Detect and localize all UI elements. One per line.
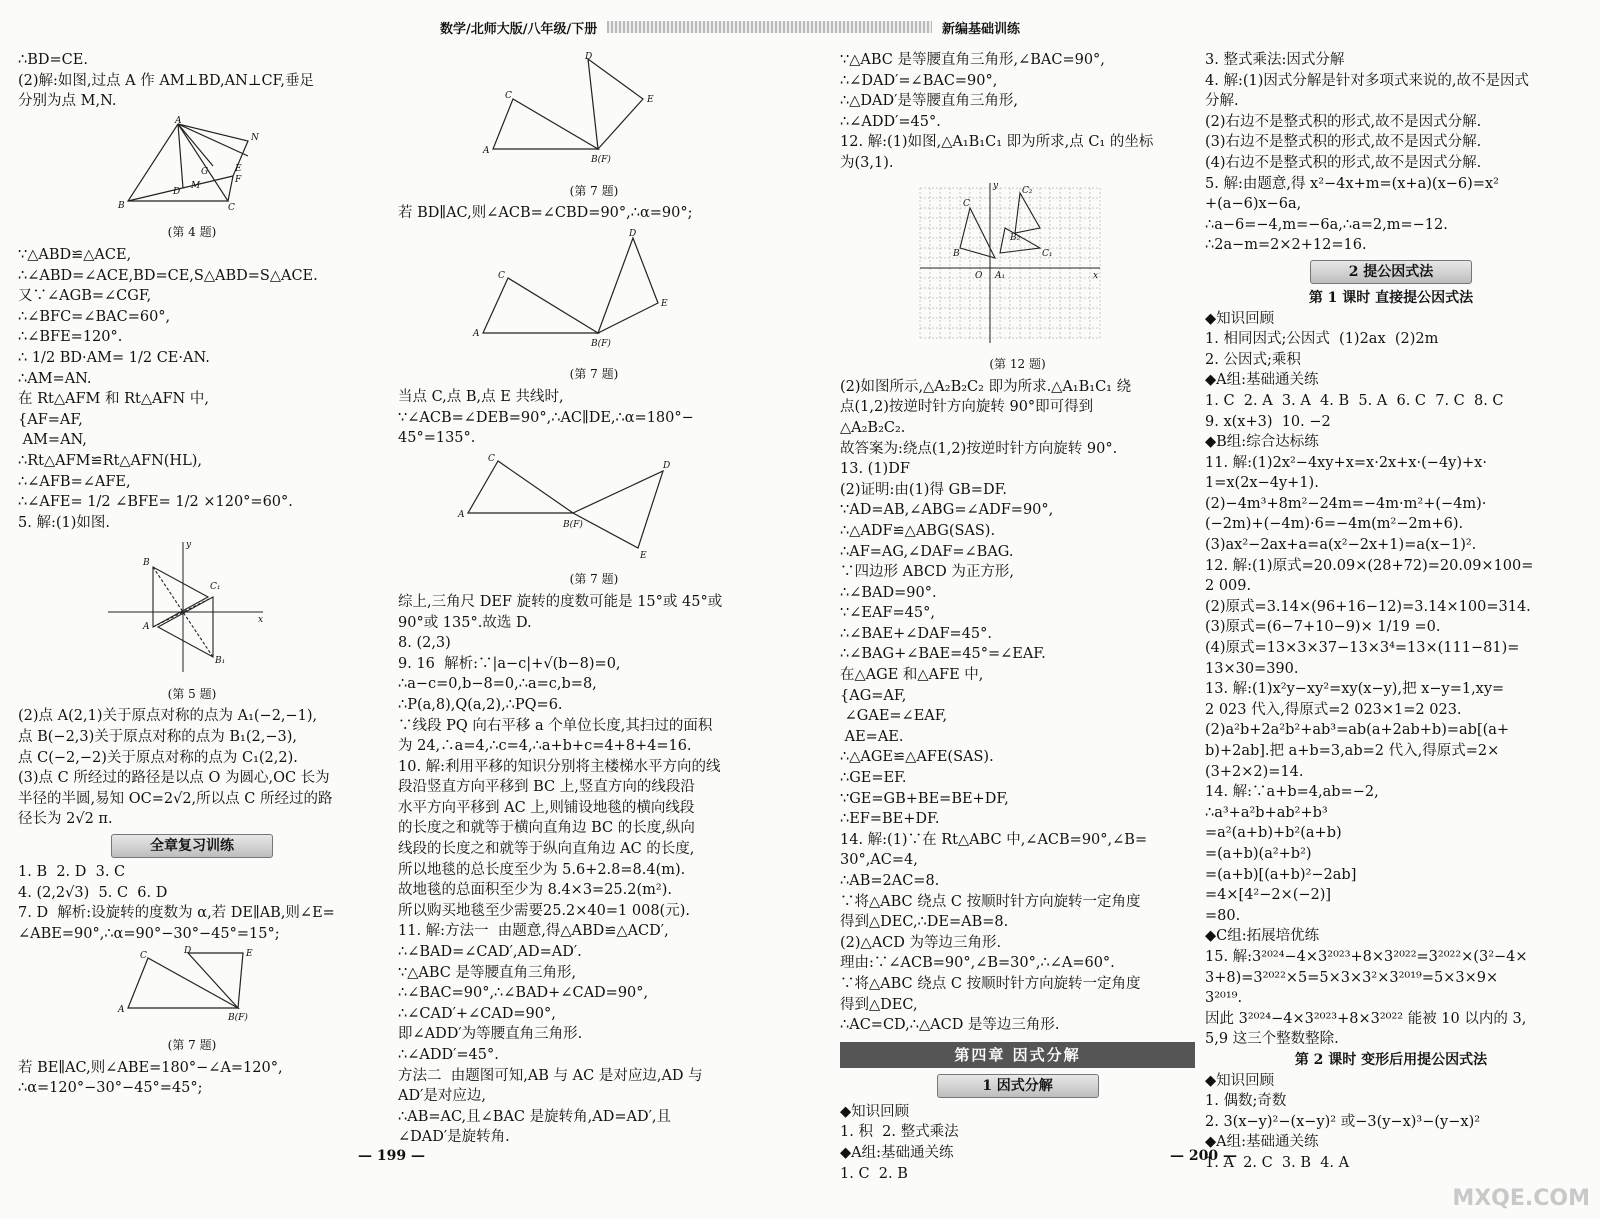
text-line: =(a+b)[(a+b)²−2ab] — [1205, 866, 1357, 883]
text-line: 2 023 代入,得原式=2 023×1=2 023. — [1205, 701, 1462, 718]
svg-text:D: D — [663, 460, 671, 471]
text-line: ∵△ABD≌△ACE, — [18, 246, 132, 263]
text-line: 45°=135°. — [398, 430, 476, 447]
text-line: ∵△ABC 是等腰直角三角形, — [398, 964, 577, 981]
text-line: △A₂B₂C₂. — [840, 419, 906, 436]
column-3 — [840, 50, 1195, 1182]
text-line: 9. 16 解析:∵|a−c|+√(b−8)=0, — [398, 655, 621, 672]
text-line: 在 Rt△AFM 和 Rt△AFN 中, — [18, 391, 209, 408]
text-line: ∵AD=AB,∠ABG=∠ADF=90°, — [840, 502, 1054, 519]
svg-text:A: A — [175, 115, 182, 126]
text-line: ∴∠BFC=∠BAC=60°, — [18, 308, 171, 325]
text-line: (2)△ACD 为等边三角形. — [840, 934, 1002, 951]
text-line: 得到△DEC,∴DE=AB=8. — [840, 914, 1009, 931]
text-line: 5. 解:由题意,得 x²−4x+m=(x+a)(x−6)=x² — [1205, 175, 1499, 192]
text-line: (3)点 C 所经过的路径是以点 O 为圆心,OC 长为 — [18, 770, 330, 787]
text-line: ∴AC=CD,∴△ACD 是等边三角形. — [840, 1017, 1060, 1034]
text-line: 2 009. — [1205, 578, 1252, 595]
text-line: 若 BD∥AC,则∠ACB=∠CBD=90°,∴α=90°; — [398, 205, 693, 222]
text-line: ∴2a−m=2×2+12=16. — [1205, 237, 1367, 254]
text-line: ∴∠BAG+∠BAE=45°=∠EAF. — [840, 646, 1046, 663]
svg-text:y: y — [186, 540, 192, 551]
text-line: (3)右边不是整式积的形式,故不是因式分解. — [1205, 134, 1482, 151]
text-line: (3+2×2)=14. — [1205, 763, 1304, 780]
svg-text:D: D — [184, 946, 192, 957]
text-line: (2)右边不是整式积的形式,故不是因式分解. — [1205, 113, 1482, 130]
text-line: 为 24,∴a=4,∴c=4,∴a+b+c=4+8+4=16. — [398, 738, 692, 755]
text-line: 11. 解:(1)2x²−4xy+x=x·2x+x·(−4y)+x· — [1205, 454, 1487, 471]
text-line: ◆知识回顾 — [1205, 310, 1275, 327]
text-line: 8. (2,3) — [398, 635, 451, 652]
svg-text:C: C — [140, 951, 147, 962]
text-line: AD′是对应边, — [398, 1088, 486, 1105]
set-square-figure-2 — [483, 54, 673, 174]
lesson-2-heading: 第 2 课时 变形后用提公因式法 — [1294, 1051, 1488, 1068]
text-line: ∵∠ACB=∠DEB=90°,∴AC∥DE,∴α=180°− — [398, 409, 694, 426]
text-line: 理由:∵∠ACB=90°,∠B=30°,∴∠A=60°. — [840, 955, 1115, 972]
text-line: (4)原式=13×3×37−13×3⁴=13×(111−81)= — [1205, 640, 1520, 657]
text-line: {AF=AF, — [18, 411, 83, 428]
text-line: ∴ 1/2 BD·AM= 1/2 CE·AN. — [18, 349, 210, 366]
figure-7a — [18, 948, 366, 1055]
text-line: ∴AM=AN. — [18, 370, 92, 387]
text-line: ∴∠BAD=∠CAD′,AD=AD′. — [398, 944, 582, 961]
text-line: ◆A组:基础通关练 — [1205, 372, 1319, 389]
text-line: 点 C(−2,−2)关于原点对称的点为 C₁(2,2). — [18, 749, 298, 766]
text-line: 1=x(2x−4y+1). — [1205, 475, 1319, 492]
text-line: 15. 解:3²⁰²⁴−4×3²⁰²³+8×3²⁰²²=3²⁰²²×(3²−4× — [1205, 948, 1528, 965]
svg-text:C: C — [498, 270, 505, 281]
text-line: (3)原式=(6−7+10−9)× 1/19 =0. — [1205, 619, 1441, 636]
text-line: ◆A组:基础通关练 — [840, 1144, 954, 1161]
text-line: 径长为 2√2 π. — [18, 811, 113, 828]
text-line: (2)−4m³+8m²−24m=−4m·m²+(−4m)· — [1205, 495, 1487, 512]
svg-text:C: C — [488, 453, 495, 464]
text-line: ◆知识回顾 — [840, 1103, 910, 1120]
figure-7c-caption: (第 7 题) — [569, 367, 619, 382]
header-decoration — [607, 21, 932, 33]
text-line: AM=AN, — [18, 432, 87, 449]
column-4 — [1205, 50, 1577, 1171]
text-line: (2)如图所示,△A₂B₂C₂ 即为所求.△A₁B₁C₁ 绕 — [840, 378, 1132, 395]
text-line: ∴∠ADD′=45°. — [840, 113, 941, 130]
text-line: (2)证明:由(1)得 GB=DF. — [840, 481, 1007, 498]
chapter-heading: 第四章 因式分解 — [840, 1042, 1195, 1068]
text-line: 在△AGE 和△AFE 中, — [840, 667, 984, 684]
svg-text:A: A — [458, 509, 465, 520]
text-line: 12. 解:(1)如图,△A₁B₁C₁ 即为所求,点 C₁ 的坐标 — [840, 134, 1154, 151]
figure-7d-caption: (第 7 题) — [569, 572, 619, 587]
text-line: ∠GAE=∠EAF, — [840, 708, 948, 725]
text-line: ∵将△ABC 绕点 C 按顺时针方向旋转一定角度 — [840, 893, 1141, 910]
text-line: ∵GE=GB+BE=BE+DF, — [840, 790, 1009, 807]
text-line: 3²⁰¹⁹. — [1205, 990, 1243, 1007]
text-line: ∴AB=2AC=8. — [840, 873, 940, 889]
triangle-figure — [113, 116, 263, 216]
text-line: (2)a²b+2a²b²+ab³=ab(a+2ab+b)=ab[(a+ — [1205, 722, 1510, 739]
svg-text:C₂: C₂ — [1022, 185, 1033, 196]
svg-text:D: D — [629, 228, 637, 239]
text-line: (2)解:如图,过点 A 作 AM⊥BD,AN⊥CF,垂足 — [18, 72, 314, 89]
svg-text:B₁: B₁ — [215, 656, 226, 667]
figure-7b — [398, 54, 790, 201]
text-line: ∴△AGE≌△AFE(SAS). — [840, 749, 994, 766]
text-line: 14. 解:∵a+b=4,ab=−2, — [1205, 784, 1379, 801]
text-line: 2. 3(x−y)²−(x−y)² 或−3(y−x)³−(y−x)² — [1205, 1113, 1481, 1130]
svg-text:C: C — [963, 198, 970, 209]
text-line: (4)右边不是整式积的形式,故不是因式分解. — [1205, 154, 1482, 171]
text-line: 的长度之和就等于横向直角边 BC 的长度,纵向 — [398, 820, 695, 837]
svg-text:B: B — [118, 200, 125, 211]
text-line: 所以购买地毯至少需要25.2×40=1 008(元). — [398, 902, 690, 919]
text-line: 点 B(−2,3)关于原点对称的点为 B₁(2,−3), — [18, 729, 297, 746]
svg-text:B: B — [953, 248, 960, 259]
section-heading-2: 2 提公因式法 — [1310, 260, 1472, 284]
set-square-figure-1 — [118, 948, 278, 1028]
text-line: 13. (1)DF — [840, 461, 910, 478]
section-heading-1: 1 因式分解 — [937, 1074, 1099, 1098]
text-line: =(a+b)(a²+b²) — [1205, 845, 1312, 862]
text-line: 故答案为:绕点(1,2)按逆时针方向旋转 90°. — [840, 440, 1118, 457]
lesson-1-heading: 第 1 课时 直接提公因式法 — [1308, 289, 1474, 306]
text-line: 所以地毯的总长度至少为 5.6+2.8=8.4(m). — [398, 861, 686, 878]
text-line: 为(3,1). — [840, 154, 894, 171]
text-line: ∴△DAD′是等腰直角三角形, — [840, 93, 1018, 110]
text-line: 13. 解:(1)x²y−xy²=xy(x−y),把 x−y=1,xy= — [1205, 681, 1505, 698]
text-line: ∴∠BFE=120°. — [18, 329, 123, 346]
text-line: ∵线段 PQ 向右平移 a 个单位长度,其扫过的面积 — [398, 717, 713, 734]
text-line: 半径的半圆,易知 OC=2√2,所以点 C 所经过的路 — [18, 790, 333, 807]
text-line: ∴AF=AG,∠DAF=∠BAG. — [840, 543, 1014, 560]
text-line: (2)原式=3.14×(96+16−12)=3.14×100=314. — [1205, 598, 1531, 615]
text-line: 即∠ADD′为等腰直角三角形. — [398, 1026, 583, 1043]
text-line: 得到△DEC, — [840, 996, 918, 1013]
text-line: ∴∠ABD=∠ACE,BD=CE,S△ABD=S△ACE. — [18, 267, 318, 284]
page-header — [440, 16, 1020, 38]
text-line: =a²(a+b)+b²(a+b) — [1205, 825, 1342, 842]
figure-7a-caption: (第 7 题) — [167, 1038, 217, 1052]
text-line: ∴△ADF≌△ABG(SAS). — [840, 522, 996, 539]
text-line: (3)ax²−2ax+a=a(x²−2x+1)=a(x−1)². — [1205, 537, 1477, 554]
text-line: 线段的长度之和就等于纵向直角边 AC 的长度, — [398, 841, 695, 858]
svg-text:N: N — [251, 132, 259, 143]
text-line: 11. 解:方法一 由题意,得△ABD≌△ACD′, — [398, 923, 669, 940]
svg-text:E: E — [647, 95, 654, 105]
text-line: ∴∠AFE= 1/2 ∠BFE= 1/2 ×120°=60°. — [18, 494, 293, 511]
text-line: ∠DAD′是旋转角. — [398, 1129, 510, 1146]
text-line: ∴AB=AC,且∠BAC 是旋转角,AD=AD′,且 — [398, 1108, 671, 1125]
text-line: (−2m)+(−4m)·6=−4m(m²−2m+6). — [1205, 516, 1464, 533]
text-line: ∴Rt△AFM≌Rt△AFN(HL), — [18, 452, 202, 469]
text-line: +(a−6)x−6a, — [1205, 196, 1302, 213]
text-line: ◆A组:基础通关练 — [1205, 1134, 1319, 1151]
text-line: 3+8)=3²⁰²²×5=5×3×3²×3²⁰¹⁹=5×3×9× — [1205, 969, 1499, 986]
text-line: 4. (2,2√3) 5. C 6. D — [18, 884, 168, 901]
svg-text:C: C — [505, 91, 512, 101]
text-line: =80. — [1205, 907, 1241, 924]
svg-text:C₁: C₁ — [210, 582, 221, 593]
text-line: ∵△ABC 是等腰直角三角形,∠BAC=90°, — [840, 52, 1105, 68]
svg-text:B(F): B(F) — [563, 519, 583, 530]
text-line: 12. 解:(1)原式=20.09×(28+72)=20.09×100= — [1205, 557, 1534, 574]
svg-text:A: A — [143, 622, 150, 633]
figure-4-caption: (第 4 题) — [167, 225, 217, 240]
text-line: 水平方向平移到 AC 上,则铺设地毯的横向线段 — [398, 799, 695, 816]
text-line: 30°,AC=4, — [840, 852, 918, 869]
text-line: 1. 相同因式;公因式 (1)2ax (2)2m — [1205, 331, 1439, 348]
set-square-figure-3 — [473, 228, 673, 358]
figure-12-caption: (第 12 题) — [989, 357, 1046, 372]
figure-7d — [398, 453, 790, 590]
text-line: ∵∠EAF=45°, — [840, 605, 935, 622]
section-heading: 全章复习训练 — [111, 834, 273, 858]
text-line: 3. 整式乘法:因式分解 — [1205, 52, 1345, 68]
page-number-199: — 199 — — [358, 1148, 425, 1164]
svg-text:O: O — [975, 270, 983, 281]
text-line: ∵将△ABC 绕点 C 按顺时针方向旋转一定角度 — [840, 975, 1141, 992]
text-line: 1. C 2. B — [840, 1165, 908, 1182]
text-line: 当点 C,点 B,点 E 共线时, — [398, 388, 564, 405]
figure-5-caption: (第 5 题) — [167, 686, 217, 701]
header-right: 新编基础训练 — [941, 21, 1020, 37]
svg-text:E: E — [640, 550, 647, 561]
text-line: ◆知识回顾 — [1205, 1072, 1275, 1089]
svg-text:A: A — [473, 328, 480, 339]
text-line: 10. 解:利用平移的知识分别将主楼梯水平方向的线 — [398, 758, 721, 775]
text-line: ∵四边形 ABCD 为正方形, — [840, 564, 1014, 581]
text-line: ∴a³+a²b+ab²+b³ — [1205, 804, 1328, 821]
text-line: ∴∠ADD′=45°. — [398, 1047, 499, 1063]
svg-text:E: E — [246, 949, 253, 960]
text-line: ∴∠BAE+∠DAF=45°. — [840, 625, 993, 642]
text-line: 90°或 135°.故选 D. — [398, 614, 532, 631]
text-line: 又∵∠AGB=∠CGF, — [18, 288, 152, 305]
text-line: 因此 3²⁰²⁴−4×3²⁰²³+8×3²⁰²² 能被 10 以内的 3, — [1205, 1010, 1527, 1027]
text-line: 点(1,2)按逆时针方向旋转 90°即可得到 — [840, 399, 1094, 416]
text-line: AE=AE. — [840, 728, 904, 745]
svg-text:F: F — [235, 174, 242, 185]
text-line: 5. 解:(1)如图. — [18, 514, 110, 531]
text-line: 1. 偶数;奇数 — [1205, 1093, 1287, 1110]
figure-4 — [18, 116, 366, 243]
text-line: ∴∠BAD=90°. — [840, 584, 937, 601]
text-line: ∴a−c=0,b−8=0,∴a=c,b=8, — [398, 676, 597, 693]
text-line: ∴α=120°−30°−45°=45°; — [18, 1080, 203, 1097]
text-line: ∴EF=BE+DF. — [840, 811, 940, 828]
figure-7b-caption: (第 7 题) — [569, 183, 619, 198]
column-1 — [18, 50, 366, 1144]
header-left: 数学/北师大版/八年级/下册 — [440, 21, 598, 37]
grid-figure — [915, 178, 1105, 348]
svg-text:C: C — [228, 202, 235, 213]
svg-text:x: x — [1093, 270, 1099, 281]
figure-5 — [18, 537, 366, 704]
svg-text:D: D — [173, 186, 181, 197]
text-line: 段沿竖直方向平移到 BC 上,竖直方向的线段沿 — [398, 779, 695, 796]
text-line: 分解. — [1205, 93, 1239, 110]
text-line: 5,9 这三个整数整除. — [1205, 1031, 1339, 1048]
text-line: 方法二 由题图可知,AB 与 AC 是对应边,AD 与 — [398, 1067, 703, 1084]
text-line: ∴GE=EF. — [840, 770, 907, 787]
text-line: 1. C 2. A 3. A 4. B 5. A 6. C 7. C 8. C — [1205, 392, 1504, 409]
svg-text:B(F): B(F) — [591, 155, 611, 165]
svg-text:D: D — [585, 52, 593, 62]
svg-text:x: x — [258, 615, 264, 626]
text-line: 分别为点 M,N. — [18, 93, 117, 110]
text-line: ∴BD=CE. — [18, 52, 88, 68]
text-line: 1. A 2. C 3. B 4. A — [1205, 1154, 1350, 1171]
text-line: ∴∠DAD′=∠BAC=90°, — [840, 72, 998, 89]
text-line: ∴a−6=−4,m=−6a,∴a=2,m=−12. — [1205, 216, 1448, 233]
text-line: ∴∠AFB=∠AFE, — [18, 473, 131, 490]
text-line: ∴P(a,8),Q(a,2),∴PQ=6. — [398, 696, 563, 713]
page-number-200: — 200 — — [1170, 1148, 1237, 1164]
text-line: {AG=AF, — [840, 687, 907, 704]
column-2 — [398, 50, 790, 1144]
svg-text:B(F): B(F) — [228, 1013, 248, 1024]
svg-text:B₂: B₂ — [1010, 232, 1021, 243]
svg-text:A: A — [118, 1005, 125, 1016]
text-line: ∠ABE=90°,∴α=90°−30°−45°=15°; — [18, 925, 280, 942]
svg-text:B(F): B(F) — [591, 338, 611, 349]
svg-text:B: B — [143, 558, 150, 569]
svg-text:E: E — [235, 163, 242, 174]
text-line: (2)点 A(2,1)关于原点对称的点为 A₁(−2,−1), — [18, 708, 318, 725]
text-line: ∴∠CAD′+∠CAD=90°, — [398, 1005, 556, 1022]
figure-12 — [840, 178, 1195, 375]
svg-text:y: y — [993, 180, 999, 191]
text-line: 1. B 2. D 3. C — [18, 864, 126, 881]
text-line: 14. 解:(1)∵在 Rt△ABC 中,∠ACB=90°,∠B= — [840, 831, 1148, 848]
text-line: 7. D 解析:设旋转的度数为 α,若 DE∥AB,则∠E= — [18, 905, 335, 922]
text-line: ∴∠BAC=90°,∴∠BAD+∠CAD=90°, — [398, 985, 649, 1002]
text-line: 综上,三角尺 DEF 旋转的度数可能是 15°或 45°或 — [398, 593, 723, 610]
svg-text:C₁: C₁ — [1042, 248, 1053, 259]
text-line: ◆C组:拓展培优练 — [1205, 928, 1320, 945]
svg-text:G: G — [201, 166, 209, 177]
svg-text:M: M — [191, 180, 201, 191]
text-line: =4×[4²−2×(−2)] — [1205, 887, 1332, 904]
text-line: 9. x(x+3) 10. −2 — [1205, 413, 1331, 430]
coordinate-figure — [98, 537, 268, 677]
svg-text:A: A — [483, 146, 490, 156]
watermark-logo: MXQE.COM — [1452, 1186, 1590, 1211]
set-square-figure-4 — [458, 453, 678, 563]
text-line: 1. 积 2. 整式乘法 — [840, 1124, 959, 1141]
figure-7c — [398, 228, 790, 385]
svg-text:A₁: A₁ — [995, 270, 1006, 281]
text-line: 2. 公因式;乘积 — [1205, 351, 1301, 368]
text-line: b)+2ab].把 a+b=3,ab=2 代入,得原式=2× — [1205, 743, 1500, 759]
text-line: 若 BE∥AC,则∠ABE=180°−∠A=120°, — [18, 1059, 283, 1076]
text-line: ◆B组:综合达标练 — [1205, 434, 1319, 451]
text-line: 故地毯的总面积至少为 8.4×3=25.2(m²). — [398, 882, 672, 899]
svg-text:E: E — [661, 298, 668, 309]
text-line: 4. 解:(1)因式分解是针对多项式来说的,故不是因式 — [1205, 72, 1529, 89]
text-line: 13×30=390. — [1205, 660, 1299, 677]
